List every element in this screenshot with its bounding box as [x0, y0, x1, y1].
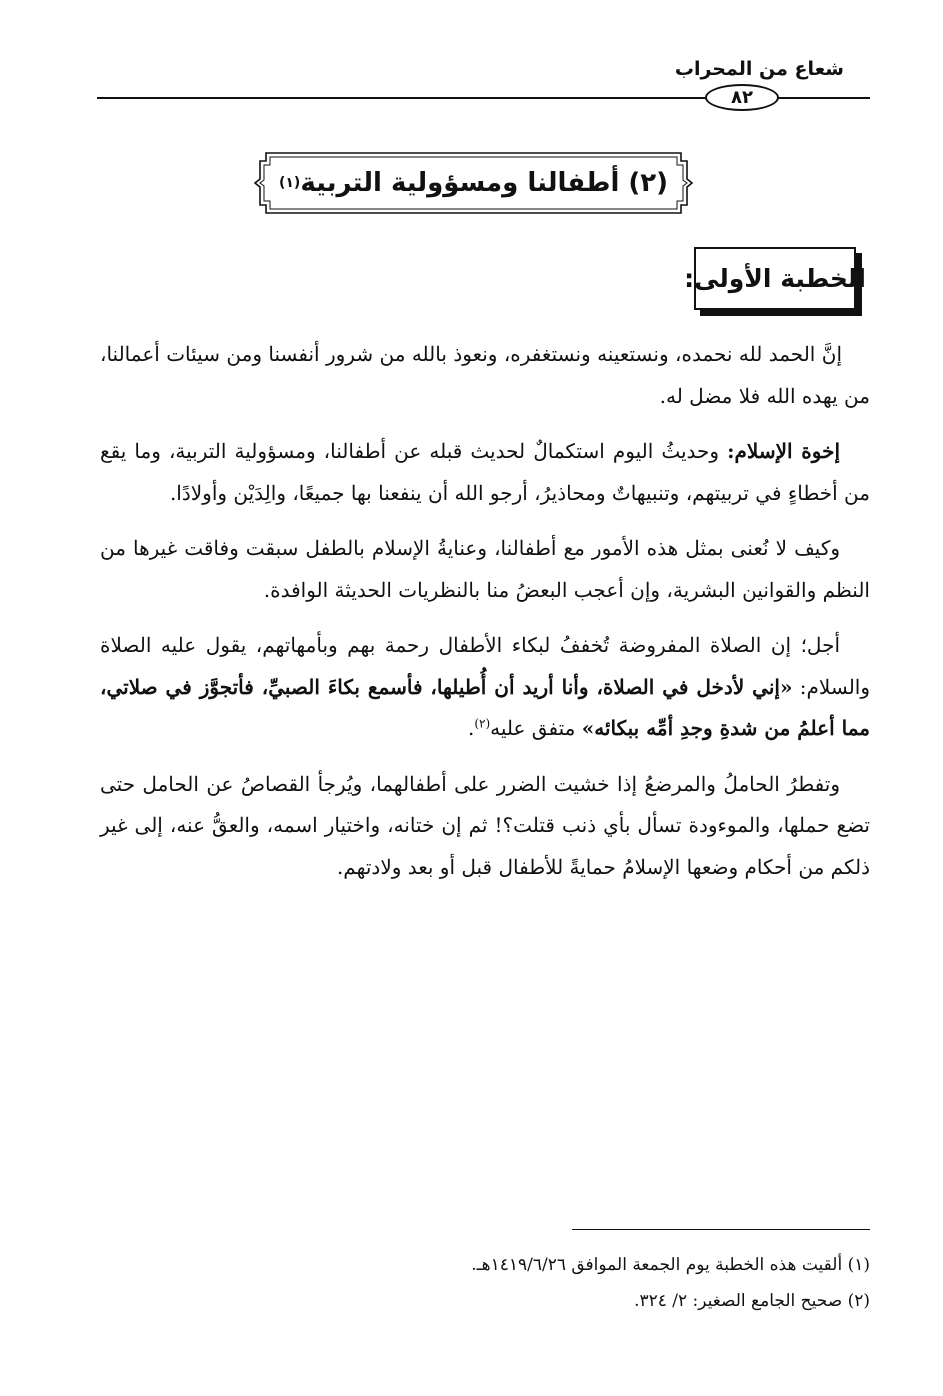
paragraph-4-start: أجل؛ إن الصلاة المفروضة تُخففُ لبكاء الأطفال رحمة بهم وبأمهاتهم، يقول عليه الصلاة والسلام:	[100, 633, 870, 699]
paragraph-4	[100, 625, 870, 750]
footnote-1: (١) ألقيت هذه الخطبة يوم الجمعة الموافق ١٤١٩/٦/٢٦هـ.	[471, 1255, 870, 1275]
chapter-title-frame	[254, 152, 693, 214]
paragraph-1: إنَّ الحمد لله نحمده، ونستعينه ونستغفره، ونعوذ بالله من شرور أنفسنا ومن سيئات أعمالنا، من يهده الله فلا مضل له.	[100, 342, 870, 408]
footnotes	[100, 1247, 870, 1319]
chapter-title	[254, 152, 693, 214]
paragraph-3: وكيف لا نُعنى بمثل هذه الأمور مع أطفالنا، وعنايةُ الإسلام بالطفل سبقت وفاقت غيرها من النظم والقوانين البشرية، وإن أعجب البعضُ منا بالنظريات الحديثة الوافدة.	[100, 536, 870, 602]
paragraph-2-lead: إخوة الإسلام:	[727, 439, 840, 463]
page-number: ٨٢	[705, 84, 779, 111]
hadith-quote: «إني لأدخل في الصلاة، وأنا أريد أن أُطيلها، فأسمع بكاءَ الصبيِّ، فأتجوَّز في صلاتي، مما أعلمُ من شدةِ وجدِ أمِّه ببكائه»	[100, 674, 870, 740]
paragraph-5: وتفطرُ الحاملُ والمرضعُ إذا خشيت الضرر على أطفالهما، ويُرجأ القصاصُ عن الحامل حتى تضع حملها، والموءودة تسأل بأي ذنب قتلت؟! ثم إن ختانه، واختيار اسمه، والعقُّ عنه، إلى غير ذلكم من أحكام وضعها الإسلامُ حمايةً للأطفال قبل أو بعد ولادتهم.	[100, 771, 870, 879]
footnote-2: (٢) صحيح الجامع الصغير: ٢/ ٣٢٤.	[634, 1291, 870, 1311]
running-head-title: شعاع من المحراب	[674, 58, 844, 80]
title-footnote-marker: (١)	[278, 175, 301, 191]
footnote-ref-2: (٢)	[474, 716, 491, 731]
paragraph-4-end: متفق عليه	[490, 716, 582, 740]
paragraph-2-text: وحديثُ اليوم استكمالٌ لحديث قبله عن أطفالنا، ومسؤولية التربية، وما يقع من أخطاءٍ في تربيتهم، وتنبيهاتٌ ومحاذيرُ، أرجو الله أن ينفعنا بها جميعًا، والِدَيْن وأولادًا.	[100, 439, 870, 505]
footnote-rule	[572, 1229, 870, 1230]
paragraph-4-period: .	[467, 716, 475, 740]
section-heading: الخطبة الأولى:	[694, 247, 856, 310]
sermon-body	[100, 334, 870, 902]
chapter-title-text: (٢) أطفالنا ومسؤولية التربية	[300, 168, 669, 198]
paragraph-2	[100, 431, 870, 514]
